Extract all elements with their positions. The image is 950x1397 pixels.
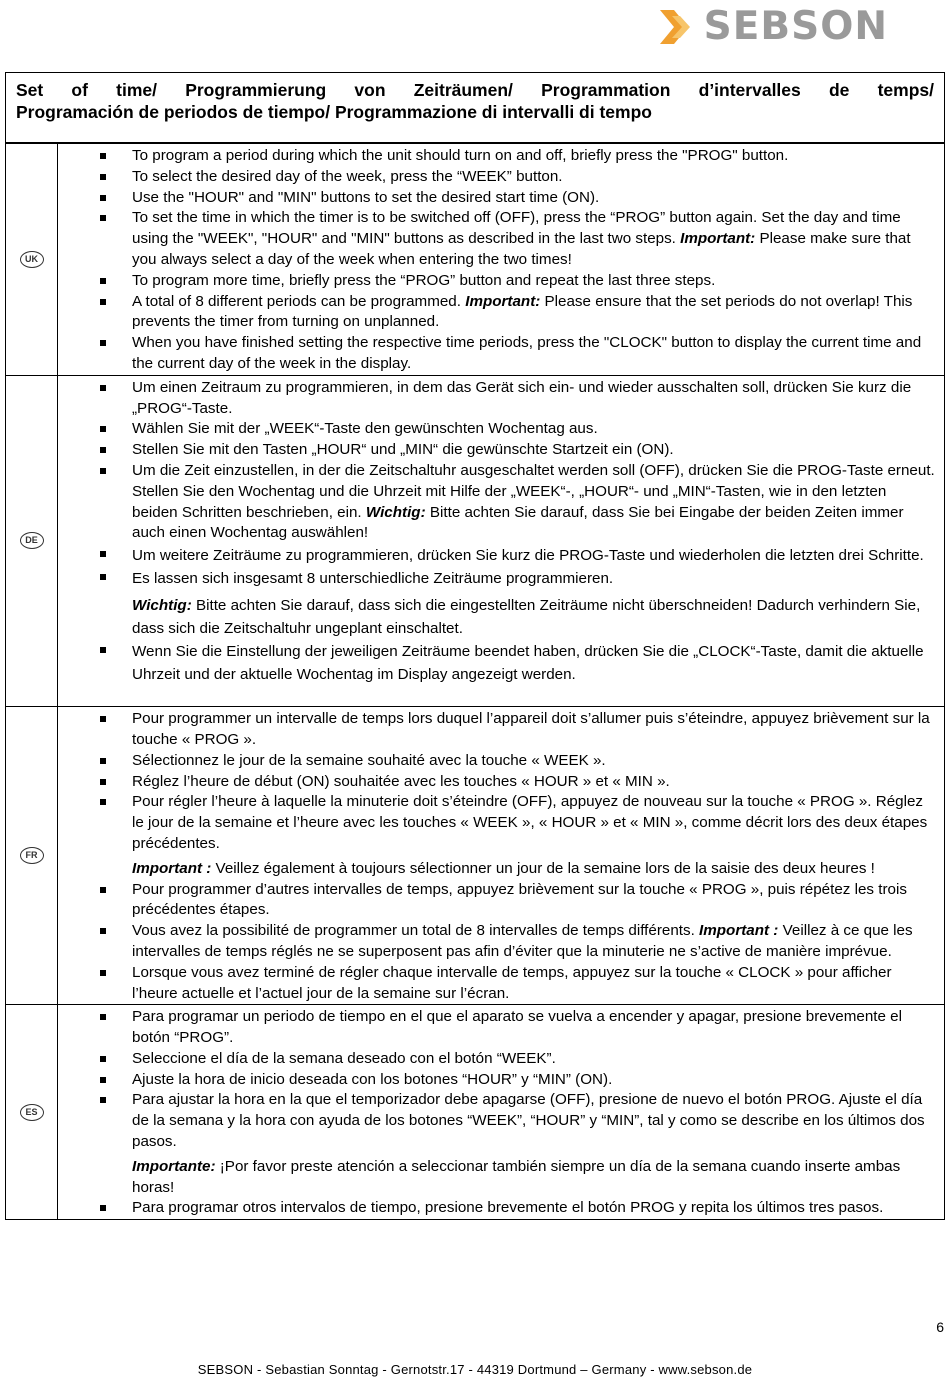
list-item: Para ajustar la hora en la que el temporizador debe apagarse (OFF), presione de nuevo el botón PROG. Ajuste el día de la semana y la hora con ayuda de los botones “WEEK”, “HOUR” y “MIN”, tal y como se describe en los últimos dos pasos. Importante: ¡Por favor preste atención a seleccionar también siempre un día de la semana cuando inserte ambas horas! — [58, 1090, 936, 1198]
list-item: Um die Zeit einzustellen, in der die Zeitschaltuhr ausgeschaltet werden soll (OFF), drücken Sie die PROG-Taste erneut. Stellen Sie den Wochentag und die Uhrzeit mit Hilfe der „WEEK“-, „HOUR“- und „MIN“-Tasten, wie in den letzten beiden Schritten beschrieben, ein. Wichtig: Bitte achten Sie darauf, dass Sie bei Eingabe der beiden Zeiten immer auch einen Wochentag auswählen! — [58, 461, 936, 544]
brand-name: SEBSON — [703, 4, 888, 49]
important-label: Wichtig: — [365, 503, 426, 521]
list-item: To select the desired day of the week, press the “WEEK” button. — [58, 167, 936, 188]
list-item: Lorsque vous avez terminé de régler chaque intervalle de temps, appuyez sur la touche « CLOCK » pour afficher l’heure actuelle et l’actuel jour de la semaine sur l’écran. — [58, 963, 936, 1005]
de-steps — [58, 378, 936, 686]
list-item: Pour programmer d’autres intervalles de temps, appuyez brièvement sur la touche « PROG », puis répétez les trois précédentes étapes. — [58, 880, 936, 922]
uk-steps — [58, 146, 936, 375]
section-es — [6, 1004, 944, 1219]
title-line-1: Set of time/ Programmierung von Zeiträumen/ Programmation d’intervalles de temps/ — [16, 80, 934, 100]
instruction-table — [5, 72, 945, 1220]
important-label: Important: — [465, 292, 541, 310]
list-item: Pour régler l’heure à laquelle la minuterie doit s’éteindre (OFF), appuyez de nouveau sur la touche « PROG ». Réglez le jour de la semaine et l’heure avec les touches « WEEK », « HOUR » et « MIN », comme décrit lors des deux étapes précédentes. Important : Veillez également à toujours sélectionner un jour de la semaine lors de la saisie des deux heures ! — [58, 792, 936, 879]
list-item: To set the time in which the timer is to be switched off (OFF), press the “PROG” button again. Set the day and time using the "WEEK", "HOUR" and "MIN" buttons as described in the last two steps. Important: Please make sure that you always select a day of the week when entering the two times! — [58, 208, 936, 270]
important-label: Wichtig: — [132, 597, 192, 615]
list-item: Para programar otros intervalos de tiempo, presione brevemente el botón PROG y repita los últimos tres pasos. — [58, 1198, 936, 1219]
list-item: Pour programmer un intervalle de temps lors duquel l’appareil doit s’allumer puis s’éteindre, appuyez brièvement sur la touche « PROG ». — [58, 709, 936, 751]
important-label: Important: — [680, 230, 756, 248]
uk-flag-icon: UK — [20, 251, 44, 268]
section-uk — [6, 143, 944, 375]
list-item: Um weitere Zeiträume zu programmieren, drücken Sie kurz die PROG-Taste und wiederholen die letzten drei Schritte. — [58, 544, 936, 567]
list-item: Stellen Sie mit den Tasten „HOUR“ und „MIN“ die gewünschte Startzeit ein (ON). — [58, 440, 936, 461]
es-flag-icon: ES — [20, 1104, 44, 1121]
list-item: To program more time, briefly press the “PROG” button and repeat the last three steps. — [58, 271, 936, 292]
important-label: Importante: — [132, 1157, 216, 1175]
list-item: Wählen Sie mit der „WEEK“-Taste den gewünschten Wochentag aus. — [58, 419, 936, 440]
title-line-2: Programación de periodos de tiempo/ Programmazione di intervalli di tempo — [16, 102, 652, 122]
list-item: To program a period during which the unit should turn on and off, briefly press the "PROG" button. — [58, 146, 936, 167]
list-item: Um einen Zeitraum zu programmieren, in dem das Gerät sich ein- und wieder ausschalten soll, drücken Sie kurz die „PROG“-Taste. — [58, 378, 936, 420]
list-item: Seleccione el día de la semana deseado con el botón “WEEK”. — [58, 1049, 936, 1070]
page-number: 6 — [936, 1319, 944, 1335]
list-item: When you have finished setting the respective time periods, press the "CLOCK" button to display the current time and the current day of the week in the display. — [58, 333, 936, 375]
list-item: Sélectionnez le jour de la semaine souhaité avec la touche « WEEK ». — [58, 751, 936, 772]
list-item: A total of 8 different periods can be programmed. Important: Please ensure that the set periods do not overlap! This prevents the timer from turning on unplanned. — [58, 292, 936, 334]
list-item: Vous avez la possibilité de programmer un total de 8 intervalles de temps différents. Important : Veillez à ce que les intervalles de temps réglés ne se superposent pas afin d’éviter que la minuterie ne s’active de manière imprévue. — [58, 921, 936, 963]
important-label: Important : — [132, 859, 212, 877]
fr-steps — [58, 709, 936, 1004]
section-fr — [6, 706, 944, 1004]
important-label: Important : — [699, 922, 779, 940]
list-item: Ajuste la hora de inicio deseada con los botones “HOUR” y “MIN” (ON). — [58, 1070, 936, 1091]
footer-address: SEBSON - Sebastian Sonntag - Gernotstr.17 - 44319 Dortmund – Germany - www.sebson.de — [197, 1362, 753, 1377]
logo-chevron-icon — [658, 8, 700, 46]
list-item: Wenn Sie die Einstellung der jeweiligen Zeiträume beendet haben, drücken Sie die „CLOCK“-Taste, damit die aktuelle Uhrzeit und der aktuelle Wochentag im Display angezeigt werden. — [58, 640, 936, 686]
es-steps — [58, 1007, 936, 1219]
list-item: Es lassen sich insgesamt 8 unterschiedliche Zeiträume programmieren. Wichtig: Bitte achten Sie darauf, dass sich die eingestellten Zeiträume nicht überschneiden! Dadurch verhindern Sie, dass sich die Zeitschaltuhr ungeplant einschaltet. — [58, 567, 936, 640]
section-de — [6, 375, 944, 706]
list-item: Use the "HOUR" and "MIN" buttons to set the desired start time (ON). — [58, 188, 936, 209]
list-item: Réglez l’heure de début (ON) souhaitée avec les touches « HOUR » et « MIN ». — [58, 772, 936, 793]
fr-flag-icon: FR — [20, 847, 44, 864]
page-title — [6, 73, 944, 143]
list-item: Para programar un periodo de tiempo en el que el aparato se vuelva a encender y apagar, presione brevemente el botón “PROG”. — [58, 1007, 936, 1049]
de-flag-icon: DE — [20, 532, 44, 549]
brand-logo — [658, 4, 888, 49]
